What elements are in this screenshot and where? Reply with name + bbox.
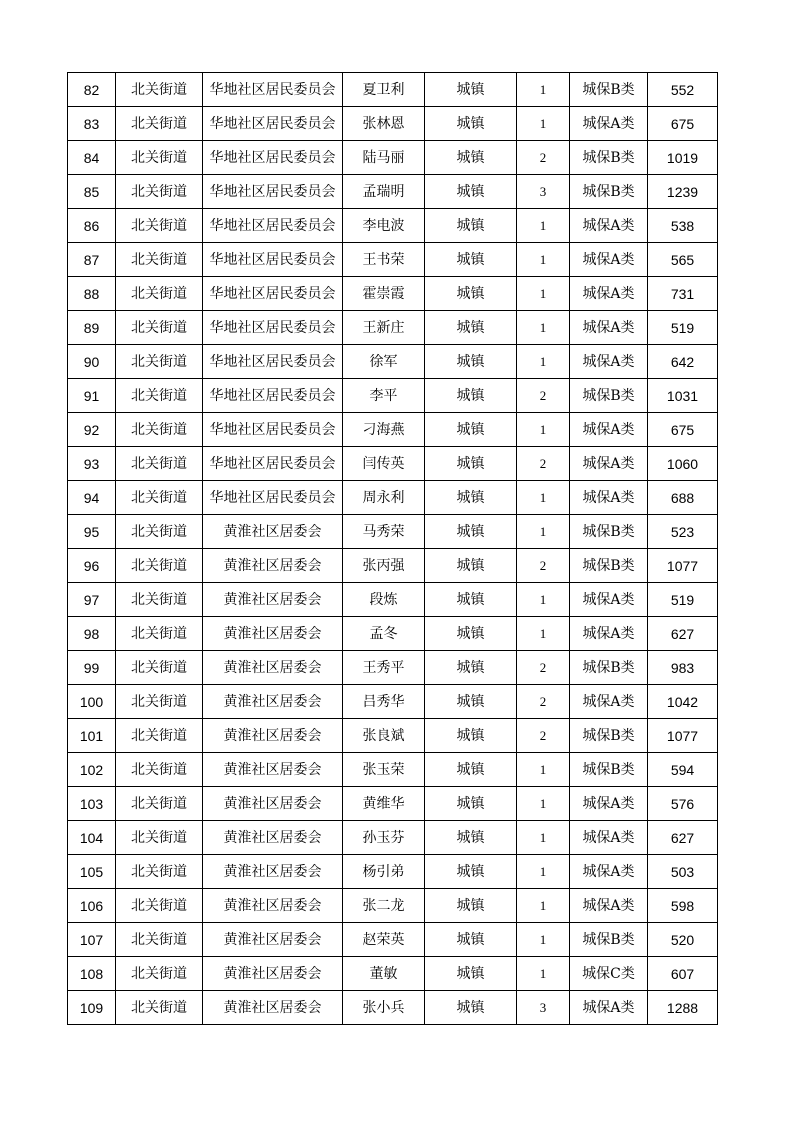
person-name-cell: 张小兵 [343, 991, 425, 1025]
area-type-cell: 城镇 [425, 73, 517, 107]
household-count-cell: 2 [517, 651, 570, 685]
category-cell: 城保A类 [570, 413, 648, 447]
street-cell: 北关街道 [116, 277, 203, 311]
area-type-cell: 城镇 [425, 923, 517, 957]
table-row [68, 923, 718, 957]
amount-cell: 594 [648, 753, 718, 787]
person-name-cell: 董敏 [343, 957, 425, 991]
person-name-cell: 刁海燕 [343, 413, 425, 447]
row-number: 93 [68, 447, 116, 481]
category-cell: 城保A类 [570, 345, 648, 379]
row-number: 103 [68, 787, 116, 821]
amount-cell: 565 [648, 243, 718, 277]
area-type-cell: 城镇 [425, 651, 517, 685]
amount-cell: 607 [648, 957, 718, 991]
amount-cell: 1042 [648, 685, 718, 719]
person-name-cell: 黄维华 [343, 787, 425, 821]
community-cell: 黄淮社区居委会 [203, 787, 343, 821]
row-number: 84 [68, 141, 116, 175]
category-cell: 城保A类 [570, 447, 648, 481]
community-cell: 黄淮社区居委会 [203, 753, 343, 787]
table-row [68, 889, 718, 923]
household-count-cell: 1 [517, 787, 570, 821]
household-count-cell: 1 [517, 821, 570, 855]
table-row [68, 413, 718, 447]
category-cell: 城保B类 [570, 379, 648, 413]
community-cell: 华地社区居民委员会 [203, 73, 343, 107]
category-cell: 城保B类 [570, 753, 648, 787]
subsidy-table [67, 72, 718, 1025]
row-number: 106 [68, 889, 116, 923]
table-row [68, 617, 718, 651]
street-cell: 北关街道 [116, 141, 203, 175]
row-number: 97 [68, 583, 116, 617]
street-cell: 北关街道 [116, 345, 203, 379]
amount-cell: 1077 [648, 719, 718, 753]
table-row [68, 243, 718, 277]
person-name-cell: 王秀平 [343, 651, 425, 685]
community-cell: 华地社区居民委员会 [203, 277, 343, 311]
row-number: 107 [68, 923, 116, 957]
community-cell: 华地社区居民委员会 [203, 141, 343, 175]
amount-cell: 519 [648, 311, 718, 345]
area-type-cell: 城镇 [425, 957, 517, 991]
row-number: 104 [68, 821, 116, 855]
amount-cell: 627 [648, 821, 718, 855]
area-type-cell: 城镇 [425, 209, 517, 243]
household-count-cell: 1 [517, 311, 570, 345]
household-count-cell: 1 [517, 855, 570, 889]
household-count-cell: 1 [517, 515, 570, 549]
household-count-cell: 3 [517, 991, 570, 1025]
table-row [68, 277, 718, 311]
category-cell: 城保C类 [570, 957, 648, 991]
table-row [68, 991, 718, 1025]
community-cell: 华地社区居民委员会 [203, 311, 343, 345]
street-cell: 北关街道 [116, 617, 203, 651]
household-count-cell: 2 [517, 379, 570, 413]
street-cell: 北关街道 [116, 855, 203, 889]
category-cell: 城保A类 [570, 855, 648, 889]
household-count-cell: 1 [517, 753, 570, 787]
person-name-cell: 张丙强 [343, 549, 425, 583]
category-cell: 城保B类 [570, 175, 648, 209]
street-cell: 北关街道 [116, 447, 203, 481]
row-number: 96 [68, 549, 116, 583]
community-cell: 华地社区居民委员会 [203, 243, 343, 277]
row-number: 91 [68, 379, 116, 413]
area-type-cell: 城镇 [425, 549, 517, 583]
category-cell: 城保B类 [570, 141, 648, 175]
category-cell: 城保A类 [570, 243, 648, 277]
category-cell: 城保B类 [570, 651, 648, 685]
row-number: 87 [68, 243, 116, 277]
community-cell: 黄淮社区居委会 [203, 685, 343, 719]
person-name-cell: 孟瑞明 [343, 175, 425, 209]
amount-cell: 1031 [648, 379, 718, 413]
category-cell: 城保B类 [570, 719, 648, 753]
community-cell: 黄淮社区居委会 [203, 583, 343, 617]
category-cell: 城保A类 [570, 787, 648, 821]
category-cell: 城保B类 [570, 549, 648, 583]
amount-cell: 675 [648, 413, 718, 447]
person-name-cell: 王书荣 [343, 243, 425, 277]
household-count-cell: 1 [517, 889, 570, 923]
person-name-cell: 马秀荣 [343, 515, 425, 549]
amount-cell: 576 [648, 787, 718, 821]
row-number: 100 [68, 685, 116, 719]
person-name-cell: 周永利 [343, 481, 425, 515]
category-cell: 城保A类 [570, 583, 648, 617]
row-number: 88 [68, 277, 116, 311]
community-cell: 黄淮社区居委会 [203, 889, 343, 923]
person-name-cell: 张玉荣 [343, 753, 425, 787]
person-name-cell: 张二龙 [343, 889, 425, 923]
community-cell: 黄淮社区居委会 [203, 515, 343, 549]
table-body [68, 73, 718, 1025]
amount-cell: 675 [648, 107, 718, 141]
row-number: 94 [68, 481, 116, 515]
amount-cell: 503 [648, 855, 718, 889]
amount-cell: 520 [648, 923, 718, 957]
person-name-cell: 赵荣英 [343, 923, 425, 957]
amount-cell: 523 [648, 515, 718, 549]
category-cell: 城保A类 [570, 209, 648, 243]
person-name-cell: 李电波 [343, 209, 425, 243]
street-cell: 北关街道 [116, 481, 203, 515]
category-cell: 城保A类 [570, 311, 648, 345]
amount-cell: 1288 [648, 991, 718, 1025]
community-cell: 黄淮社区居委会 [203, 923, 343, 957]
street-cell: 北关街道 [116, 651, 203, 685]
household-count-cell: 1 [517, 73, 570, 107]
area-type-cell: 城镇 [425, 379, 517, 413]
category-cell: 城保A类 [570, 991, 648, 1025]
street-cell: 北关街道 [116, 685, 203, 719]
street-cell: 北关街道 [116, 821, 203, 855]
street-cell: 北关街道 [116, 379, 203, 413]
table-row [68, 73, 718, 107]
person-name-cell: 张林恩 [343, 107, 425, 141]
street-cell: 北关街道 [116, 549, 203, 583]
person-name-cell: 徐军 [343, 345, 425, 379]
community-cell: 华地社区居民委员会 [203, 413, 343, 447]
area-type-cell: 城镇 [425, 617, 517, 651]
household-count-cell: 2 [517, 719, 570, 753]
row-number: 86 [68, 209, 116, 243]
amount-cell: 983 [648, 651, 718, 685]
row-number: 109 [68, 991, 116, 1025]
household-count-cell: 1 [517, 923, 570, 957]
area-type-cell: 城镇 [425, 311, 517, 345]
household-count-cell: 2 [517, 549, 570, 583]
community-cell: 华地社区居民委员会 [203, 481, 343, 515]
household-count-cell: 1 [517, 345, 570, 379]
street-cell: 北关街道 [116, 583, 203, 617]
area-type-cell: 城镇 [425, 753, 517, 787]
area-type-cell: 城镇 [425, 889, 517, 923]
area-type-cell: 城镇 [425, 719, 517, 753]
category-cell: 城保B类 [570, 73, 648, 107]
person-name-cell: 孙玉芬 [343, 821, 425, 855]
area-type-cell: 城镇 [425, 787, 517, 821]
community-cell: 黄淮社区居委会 [203, 957, 343, 991]
table-row [68, 957, 718, 991]
amount-cell: 598 [648, 889, 718, 923]
row-number: 82 [68, 73, 116, 107]
row-number: 102 [68, 753, 116, 787]
household-count-cell: 3 [517, 175, 570, 209]
table-row [68, 481, 718, 515]
area-type-cell: 城镇 [425, 107, 517, 141]
amount-cell: 688 [648, 481, 718, 515]
row-number: 92 [68, 413, 116, 447]
community-cell: 黄淮社区居委会 [203, 549, 343, 583]
person-name-cell: 段炼 [343, 583, 425, 617]
row-number: 83 [68, 107, 116, 141]
category-cell: 城保B类 [570, 923, 648, 957]
row-number: 89 [68, 311, 116, 345]
community-cell: 黄淮社区居委会 [203, 855, 343, 889]
table-row [68, 515, 718, 549]
street-cell: 北关街道 [116, 73, 203, 107]
street-cell: 北关街道 [116, 787, 203, 821]
street-cell: 北关街道 [116, 243, 203, 277]
area-type-cell: 城镇 [425, 345, 517, 379]
community-cell: 华地社区居民委员会 [203, 107, 343, 141]
household-count-cell: 2 [517, 447, 570, 481]
street-cell: 北关街道 [116, 957, 203, 991]
area-type-cell: 城镇 [425, 141, 517, 175]
category-cell: 城保A类 [570, 617, 648, 651]
amount-cell: 552 [648, 73, 718, 107]
row-number: 98 [68, 617, 116, 651]
area-type-cell: 城镇 [425, 481, 517, 515]
table-row [68, 209, 718, 243]
amount-cell: 519 [648, 583, 718, 617]
area-type-cell: 城镇 [425, 447, 517, 481]
category-cell: 城保A类 [570, 277, 648, 311]
area-type-cell: 城镇 [425, 821, 517, 855]
community-cell: 华地社区居民委员会 [203, 209, 343, 243]
table-row [68, 753, 718, 787]
person-name-cell: 孟冬 [343, 617, 425, 651]
area-type-cell: 城镇 [425, 243, 517, 277]
person-name-cell: 吕秀华 [343, 685, 425, 719]
community-cell: 黄淮社区居委会 [203, 651, 343, 685]
street-cell: 北关街道 [116, 175, 203, 209]
row-number: 85 [68, 175, 116, 209]
area-type-cell: 城镇 [425, 515, 517, 549]
household-count-cell: 1 [517, 107, 570, 141]
table-row [68, 175, 718, 209]
amount-cell: 538 [648, 209, 718, 243]
category-cell: 城保A类 [570, 107, 648, 141]
area-type-cell: 城镇 [425, 175, 517, 209]
table-row [68, 345, 718, 379]
area-type-cell: 城镇 [425, 685, 517, 719]
household-count-cell: 2 [517, 685, 570, 719]
area-type-cell: 城镇 [425, 991, 517, 1025]
area-type-cell: 城镇 [425, 583, 517, 617]
table-row [68, 719, 718, 753]
household-count-cell: 1 [517, 243, 570, 277]
table-row [68, 685, 718, 719]
amount-cell: 1060 [648, 447, 718, 481]
household-count-cell: 1 [517, 413, 570, 447]
person-name-cell: 杨引弟 [343, 855, 425, 889]
household-count-cell: 1 [517, 957, 570, 991]
person-name-cell: 李平 [343, 379, 425, 413]
street-cell: 北关街道 [116, 991, 203, 1025]
street-cell: 北关街道 [116, 719, 203, 753]
community-cell: 华地社区居民委员会 [203, 379, 343, 413]
person-name-cell: 张良斌 [343, 719, 425, 753]
area-type-cell: 城镇 [425, 855, 517, 889]
row-number: 105 [68, 855, 116, 889]
community-cell: 黄淮社区居委会 [203, 821, 343, 855]
row-number: 101 [68, 719, 116, 753]
household-count-cell: 2 [517, 141, 570, 175]
amount-cell: 627 [648, 617, 718, 651]
table-row [68, 855, 718, 889]
category-cell: 城保A类 [570, 821, 648, 855]
table-row [68, 447, 718, 481]
community-cell: 华地社区居民委员会 [203, 447, 343, 481]
table-row [68, 107, 718, 141]
street-cell: 北关街道 [116, 889, 203, 923]
street-cell: 北关街道 [116, 413, 203, 447]
category-cell: 城保A类 [570, 685, 648, 719]
household-count-cell: 1 [517, 481, 570, 515]
area-type-cell: 城镇 [425, 413, 517, 447]
person-name-cell: 夏卫利 [343, 73, 425, 107]
table-row [68, 549, 718, 583]
table-row [68, 583, 718, 617]
street-cell: 北关街道 [116, 515, 203, 549]
amount-cell: 731 [648, 277, 718, 311]
row-number: 108 [68, 957, 116, 991]
amount-cell: 1019 [648, 141, 718, 175]
household-count-cell: 1 [517, 277, 570, 311]
person-name-cell: 陆马丽 [343, 141, 425, 175]
table-row [68, 651, 718, 685]
household-count-cell: 1 [517, 617, 570, 651]
category-cell: 城保A类 [570, 481, 648, 515]
table-row [68, 141, 718, 175]
amount-cell: 642 [648, 345, 718, 379]
table-row [68, 787, 718, 821]
street-cell: 北关街道 [116, 311, 203, 345]
community-cell: 华地社区居民委员会 [203, 345, 343, 379]
amount-cell: 1239 [648, 175, 718, 209]
household-count-cell: 1 [517, 209, 570, 243]
row-number: 95 [68, 515, 116, 549]
household-count-cell: 1 [517, 583, 570, 617]
area-type-cell: 城镇 [425, 277, 517, 311]
community-cell: 黄淮社区居委会 [203, 617, 343, 651]
person-name-cell: 霍崇霞 [343, 277, 425, 311]
person-name-cell: 王新庄 [343, 311, 425, 345]
street-cell: 北关街道 [116, 107, 203, 141]
street-cell: 北关街道 [116, 753, 203, 787]
row-number: 99 [68, 651, 116, 685]
person-name-cell: 闫传英 [343, 447, 425, 481]
row-number: 90 [68, 345, 116, 379]
table-row [68, 311, 718, 345]
community-cell: 黄淮社区居委会 [203, 719, 343, 753]
table-row [68, 379, 718, 413]
community-cell: 华地社区居民委员会 [203, 175, 343, 209]
category-cell: 城保B类 [570, 515, 648, 549]
community-cell: 黄淮社区居委会 [203, 991, 343, 1025]
amount-cell: 1077 [648, 549, 718, 583]
category-cell: 城保A类 [570, 889, 648, 923]
table-row [68, 821, 718, 855]
street-cell: 北关街道 [116, 923, 203, 957]
street-cell: 北关街道 [116, 209, 203, 243]
